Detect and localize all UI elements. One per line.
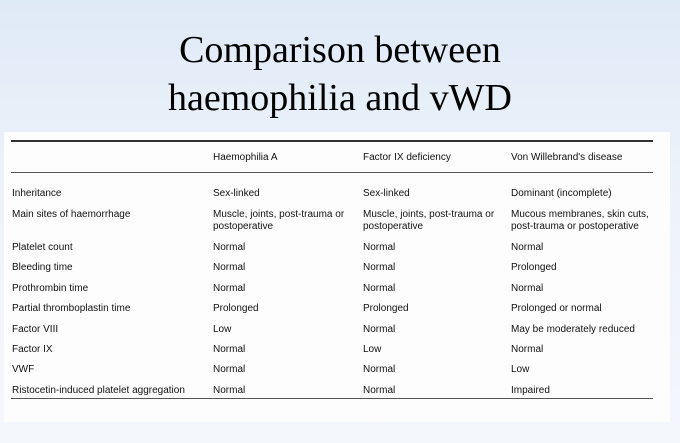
cell-factor-ix: Normal [363,242,396,253]
comparison-table [11,144,653,405]
header-factor-ix: Factor IX deficiency [363,152,451,163]
cell-haemophilia-a: Prolonged [213,303,259,315]
row-label: Inheritance [12,188,62,199]
cell-vwd: Normal [511,282,544,294]
row-label: Main sites of haemorrhage [12,209,131,220]
header-haemophilia-a: Haemophilia A [213,152,278,163]
cell-haemophilia-a: Normal [213,242,246,253]
cell-haemophilia-a: Normal [213,384,246,396]
cell-haemophilia-a: Normal [213,364,246,376]
cell-haemophilia-a: Muscle, joints, post-trauma or postoperative [213,209,345,232]
cell-haemophilia-a: Normal [213,262,246,274]
table-row [11,209,653,242]
table-row [11,180,653,209]
row-label: Partial thromboplastin time [12,303,131,315]
cell-vwd: Low [511,364,530,376]
cell-vwd: May be moderately reduced [511,323,635,335]
cell-factor-ix: Normal [363,323,396,335]
table-row [11,242,653,262]
header-vwd: Von Willebrand's disease [511,152,623,163]
row-label: Prothrombin time [12,282,89,294]
table-row [11,364,653,384]
cell-factor-ix: Normal [363,364,396,376]
table-row [11,385,653,405]
cell-haemophilia-a: Low [213,323,232,335]
cell-vwd: Impaired [511,384,550,396]
cell-vwd: Prolonged or normal [511,303,602,315]
cell-factor-ix: Normal [363,384,396,396]
cell-factor-ix: Muscle, joints, post-trauma or postoperative [363,209,495,232]
comparison-table-image [4,132,670,422]
cell-haemophilia-a: Normal [213,282,246,294]
row-label: Factor IX [12,343,53,355]
row-label: Bleeding time [12,262,73,274]
row-label: Platelet count [12,242,73,253]
row-label: Ristocetin-induced platelet aggregation [12,384,185,396]
cell-factor-ix: Normal [363,282,396,294]
cell-vwd: Dominant (incomplete) [511,188,612,199]
row-label: Factor VIII [12,323,59,335]
title-line-2: haemophilia and vWD [167,77,512,119]
table-row [11,283,653,303]
table-row [11,303,653,323]
cell-vwd: Prolonged [511,262,557,274]
cell-factor-ix: Prolonged [363,303,409,315]
cell-haemophilia-a: Sex-linked [213,188,260,199]
cell-haemophilia-a: Normal [213,343,246,355]
table-row [11,262,653,282]
title-line-1: Comparison between [179,29,501,71]
slide-title [0,26,680,122]
row-label: VWF [12,364,35,376]
cell-factor-ix: Normal [363,262,396,274]
cell-vwd: Mucous membranes, skin cuts, post-trauma or postoperative [511,209,649,232]
table-row [11,324,653,344]
cell-vwd: Normal [511,242,544,253]
header-feature [11,144,212,180]
table-row [11,344,653,364]
cell-vwd: Normal [511,343,544,355]
table-top-rule [11,140,653,142]
table-header-row [11,144,653,180]
cell-factor-ix: Low [363,343,382,355]
cell-factor-ix: Sex-linked [363,188,410,199]
